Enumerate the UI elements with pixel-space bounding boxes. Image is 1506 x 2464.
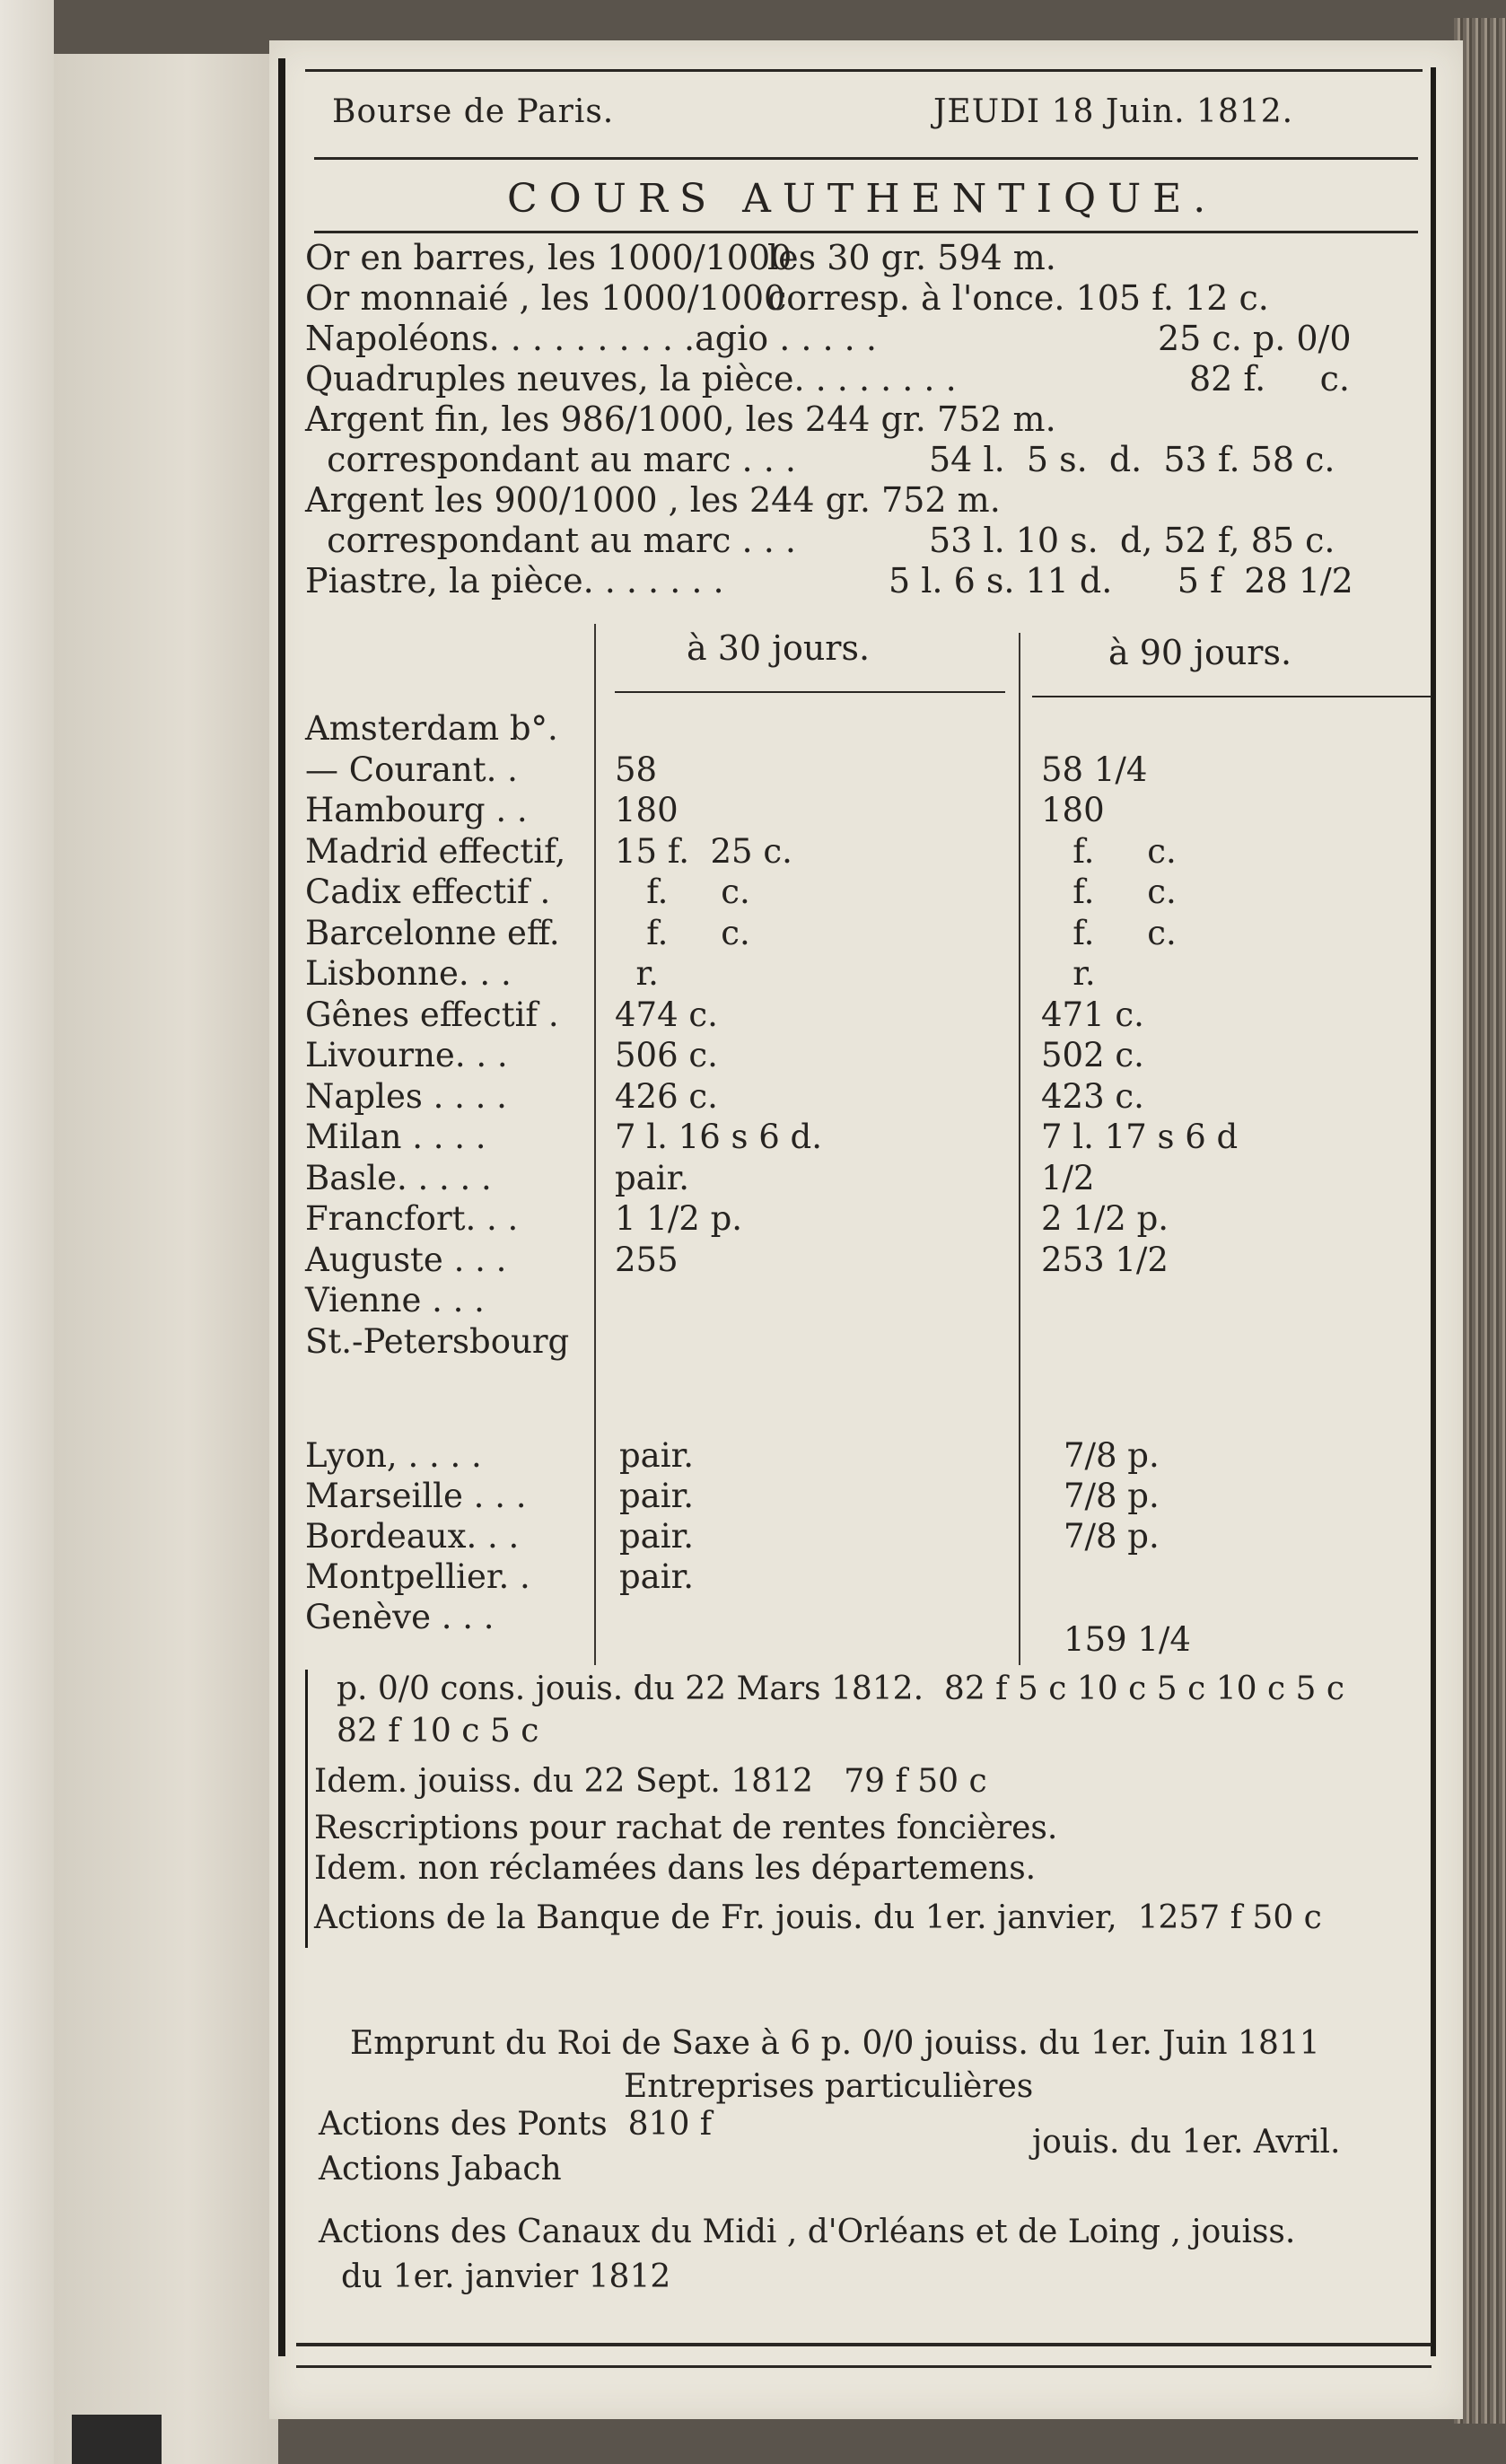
exchange-rate-30: 15 f. 25 c.	[615, 831, 792, 871]
title-rule	[314, 231, 1418, 233]
exchange-place: Auguste . . .	[305, 1240, 507, 1279]
rentes-line: p. 0/0 cons. jouis. du 22 Mars 1812. 82 f 5 c 10 c 5 c 10 c 5 c	[337, 1670, 1345, 1707]
exchange-rate-30: 255	[615, 1240, 679, 1279]
exchange-rate-30: f. c.	[615, 913, 750, 952]
exchange-rate-30: f. c.	[615, 872, 750, 911]
exchange-rate-30: pair.	[619, 1436, 694, 1475]
printed-page	[269, 40, 1463, 2419]
col-90-header: à 90 jours.	[1108, 633, 1292, 672]
bottom-line: Actions des Ponts 810 f	[319, 2106, 713, 2143]
exchange-place: Amsterdam b°.	[305, 709, 558, 748]
metal-line-3: Quadruples neuves, la pièce. . . . . . . .	[305, 359, 957, 399]
metal-detail-1: corresp. à l'once. 105 f. 12 c.	[767, 278, 1269, 318]
bottom-rule-1	[296, 2343, 1432, 2346]
rentes-line: 82 f 10 c 5 c	[337, 1713, 539, 1749]
rentes-bracket	[305, 1670, 308, 1948]
exchange-rate-30: 474 c.	[615, 995, 718, 1034]
metal-detail-2: 25 c. p. 0/0	[1158, 319, 1352, 358]
exchange-rate-90: 423 c.	[1041, 1076, 1144, 1116]
col-90-rule	[1032, 696, 1432, 697]
exchange-place: Cadix effectif .	[305, 872, 551, 911]
page-frame-right	[1431, 67, 1436, 2356]
exchange-place: Lisbonne. . .	[305, 954, 512, 993]
exchange-place: Genève . . .	[305, 1598, 495, 1636]
exchange-place: Montpellier. .	[305, 1557, 530, 1596]
exchange-rate-30: 426 c.	[615, 1076, 718, 1116]
exchange-rate-90: 2 1/2 p.	[1041, 1199, 1169, 1238]
rentes-line: Idem. non réclamées dans les départemens.	[314, 1850, 1037, 1887]
col-30-header: à 30 jours.	[687, 628, 871, 668]
metal-detail-5: 54 l. 5 s. d. 53 f. 58 c.	[929, 440, 1335, 479]
bottom-line: du 1er. janvier 1812	[341, 2258, 671, 2295]
bottom-line: jouis. du 1er. Avril.	[1032, 2124, 1341, 2161]
exchange-place: St.-Petersbourg	[305, 1321, 570, 1361]
top-rule	[305, 69, 1423, 72]
rentes-line: Actions de la Banque de Fr. jouis. du 1er. janvier, 1257 f 50 c	[314, 1899, 1322, 1936]
exchange-place: Madrid effectif,	[305, 831, 566, 871]
exchange-rate-30: 180	[615, 791, 679, 829]
exchange-rate-90: 7/8 p.	[1064, 1477, 1160, 1515]
exchange-rate-90: 471 c.	[1041, 995, 1144, 1034]
metal-detail-7: 53 l. 10 s. d, 52 f, 85 c.	[929, 521, 1335, 560]
page-frame-left	[278, 58, 285, 2356]
exchange-rate-90: 253 1/2	[1041, 1240, 1169, 1279]
page-title: COURS AUTHENTIQUE.	[507, 176, 1218, 222]
book-cover	[0, 0, 54, 2464]
metal-line-2: Napoléons. . . . . . . . . .agio . . . . .	[305, 319, 877, 358]
exchange-rate-90: 7/8 p.	[1064, 1517, 1160, 1556]
exchange-rate-90: 1/2	[1041, 1158, 1095, 1197]
exchange-rate-90: 7/8 p.	[1064, 1436, 1160, 1475]
exchange-rate-90: 180	[1041, 791, 1105, 829]
metal-line-5: correspondant au marc . . .	[305, 440, 796, 479]
exchange-place: Vienne . . .	[305, 1281, 485, 1320]
exchange-rate-30: pair.	[615, 1158, 689, 1197]
bottom-rule-2	[296, 2365, 1432, 2368]
exchange-rate-90: 58 1/4	[1041, 750, 1148, 789]
metal-detail-0: les 30 gr. 594 m.	[767, 238, 1056, 277]
exchange-rate-90: 7 l. 17 s 6 d	[1041, 1118, 1239, 1156]
exchange-rate-30: 1 1/2 p.	[615, 1199, 743, 1238]
exchange-place: Francfort. . .	[305, 1199, 519, 1238]
metal-detail-3: 82 f. c.	[1189, 359, 1350, 399]
metal-line-7: correspondant au marc . . .	[305, 521, 796, 560]
header-rule	[314, 157, 1418, 160]
exchange-rate-90: 502 c.	[1041, 1036, 1144, 1074]
exchange-rate-30: pair.	[619, 1557, 694, 1596]
bottom-line: Actions Jabach	[319, 2151, 562, 2188]
exchange-place: Naples . . . .	[305, 1076, 507, 1116]
exchange-rate-30: 58	[615, 750, 658, 789]
exchange-place: Lyon, . . . .	[305, 1436, 482, 1475]
metal-line-8: Piastre, la pièce. . . . . . .	[305, 561, 724, 601]
column-divider-1	[594, 624, 596, 1665]
exchange-place: Basle. . . . .	[305, 1158, 492, 1197]
exchange-place: Gênes effectif .	[305, 995, 559, 1034]
exchange-rate-90: f. c.	[1041, 913, 1177, 952]
metal-line-1: Or monnaié , les 1000/1000	[305, 278, 786, 318]
exchange-rate-90: f. c.	[1041, 831, 1177, 871]
rentes-line: Idem. jouiss. du 22 Sept. 1812 79 f 50 c	[314, 1763, 987, 1800]
exchange-rate-30: 506 c.	[615, 1036, 718, 1074]
metal-line-4: Argent fin, les 986/1000, les 244 gr. 752 m.	[305, 399, 1056, 439]
bottom-line: Entreprises particulières	[624, 2068, 1034, 2105]
exchange-place: Hambourg . .	[305, 791, 528, 829]
exchange-rate-30: pair.	[619, 1477, 694, 1515]
exchange-place: Livourne. . .	[305, 1036, 508, 1074]
exchange-rate-30: 7 l. 16 s 6 d.	[615, 1118, 822, 1156]
metal-line-6: Argent les 900/1000 , les 244 gr. 752 m.	[305, 480, 1001, 520]
exchange-rate-90: r.	[1041, 954, 1096, 993]
metal-line-0: Or en barres, les 1000/1000	[305, 238, 792, 277]
bottom-line: Actions des Canaux du Midi , d'Orléans et de Loing , jouiss.	[319, 2214, 1296, 2250]
column-divider-2	[1019, 633, 1020, 1665]
exchange-place: Milan . . . .	[305, 1118, 486, 1156]
exchange-place: Marseille . . .	[305, 1477, 527, 1515]
header-right: JEUDI 18 Juin. 1812.	[933, 93, 1294, 130]
bottom-line: Emprunt du Roi de Saxe à 6 p. 0/0 jouiss. du 1er. Juin 1811	[350, 2025, 1320, 2062]
exchange-rate-30: pair.	[619, 1517, 694, 1556]
exchange-place: Barcelonne eff.	[305, 913, 560, 952]
header-left: Bourse de Paris.	[332, 93, 615, 130]
exchange-place: — Courant. .	[305, 750, 518, 789]
col-30-rule	[615, 691, 1005, 693]
metal-detail-8: 5 l. 6 s. 11 d. 5 f 28 1/2	[889, 561, 1353, 601]
rentes-line: Rescriptions pour rachat de rentes foncières.	[314, 1810, 1058, 1846]
exchange-place: Bordeaux. . .	[305, 1517, 520, 1556]
exchange-rate-90: f. c.	[1041, 872, 1177, 911]
binding-tab	[72, 2415, 162, 2464]
exchange-rate-90: 159 1/4	[1064, 1620, 1191, 1659]
exchange-rate-30: r.	[615, 954, 659, 993]
book-binding	[54, 54, 278, 2464]
